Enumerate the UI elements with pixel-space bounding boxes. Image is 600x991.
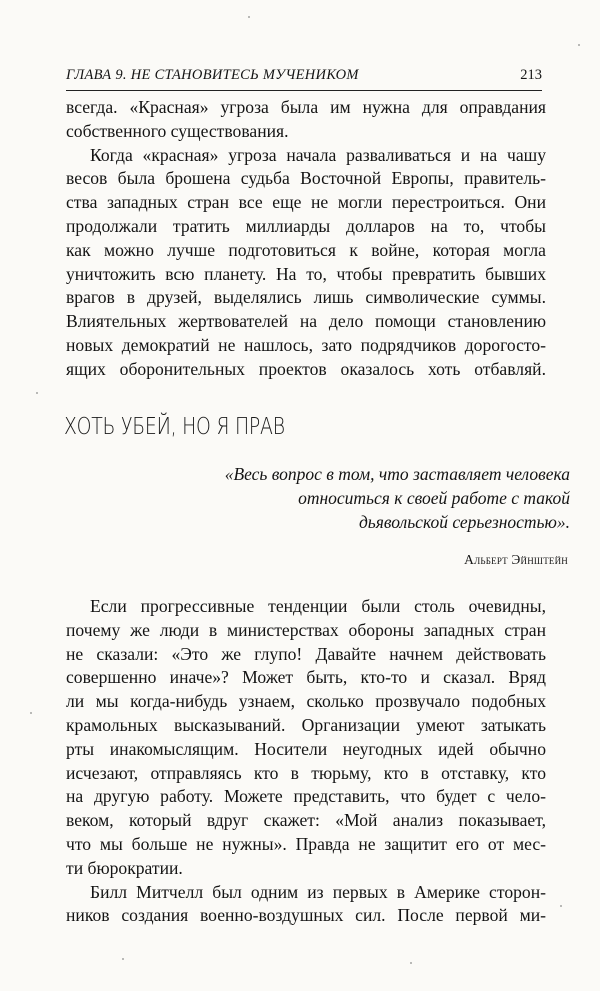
- page-number: 213: [520, 67, 542, 83]
- text-line: на другую работу. Можете представить, что будет с чело-: [66, 786, 546, 807]
- running-title: ГЛАВА 9. НЕ СТАНОВИТЕСЬ МУЧЕНИКОМ: [66, 67, 359, 83]
- epigraph-line: «Весь вопрос в том, что заставляет человека: [224, 464, 570, 484]
- text-line: Билл Митчелл был одним из первых в Америке сторон-: [90, 881, 546, 902]
- text-line: ли мы когда-нибудь узнаем, сколько прозвучало подобных: [66, 691, 546, 712]
- text-line: ти бюрократии.: [66, 857, 183, 878]
- epigraph-author: Альберт Эйнштейн: [464, 552, 568, 567]
- text-line: почему же люди в министерствах обороны западных стран: [66, 619, 546, 640]
- text-line: ства западных стран все еще не могли перестроиться. Они: [66, 192, 546, 213]
- text-line: уничтожить всю планету. На то, чтобы превратить бывших: [66, 263, 546, 284]
- text-line: исчезают, отправляясь кто в тюрьму, кто в отставку, кто: [66, 762, 546, 783]
- text-line: продолжали тратить миллиарды долларов на то, чтобы: [66, 215, 546, 236]
- scan-speck: [122, 958, 124, 960]
- text-line: Когда «красная» угроза начала разваливаться и на чашу: [90, 144, 546, 165]
- section-heading: ХОТЬ УБЕЙ, НО Я ПРАВ: [64, 414, 285, 440]
- scan-speck: [30, 712, 32, 714]
- text-line: новых демократий не нашлось, зато подрядчиков дорогосто-: [66, 334, 546, 355]
- scan-speck: [410, 962, 412, 964]
- text-line: что мы больше не нужны». Правда не защитит его от мес-: [66, 833, 546, 854]
- scan-speck: [578, 44, 580, 46]
- scan-speck: [560, 905, 562, 907]
- epigraph: [150, 462, 570, 534]
- top-text-block: [66, 96, 546, 382]
- epigraph-line: относиться к своей работе с такой: [298, 488, 570, 508]
- text-line: не сказали: «Это же глупо! Давайте начнем действовать: [66, 643, 546, 664]
- page-header: [66, 64, 542, 91]
- text-line: врагов в друзей, выделялись лишь символические суммы.: [66, 287, 546, 308]
- text-line: Влиятельных жертвователей на дело помощи становлению: [66, 311, 546, 332]
- bottom-text-block: [66, 595, 546, 928]
- text-line: как можно лучше подготовиться к войне, которая могла: [66, 239, 546, 260]
- text-line: весов была брошена судьба Восточной Европы, правитель-: [66, 168, 546, 189]
- text-line: крамольных высказываний. Организации умеют затыкать: [66, 714, 546, 735]
- text-line: собственного существования.: [66, 120, 289, 141]
- text-line: веком, который вдруг скажет: «Мой анализ показывает,: [66, 810, 546, 831]
- text-line: ников создания военно-воздушных сил. После первой ми-: [66, 905, 546, 926]
- scan-speck: [36, 392, 38, 394]
- text-line: совершенно иначе»? Может быть, кто-то и сказал. Вряд: [66, 667, 546, 688]
- scan-speck: [248, 16, 250, 18]
- epigraph-line: дьявольской серьезностью».: [358, 512, 570, 532]
- text-line: всегда. «Красная» угроза была им нужна для оправдания: [66, 97, 546, 117]
- text-line: ящих оборонительных проектов оказалось хоть отбавляй.: [66, 358, 546, 379]
- text-line: рты инакомыслящим. Носители неугодных идей обычно: [66, 738, 546, 759]
- text-line: Если прогрессивные тенденции были столь очевидны,: [90, 596, 546, 616]
